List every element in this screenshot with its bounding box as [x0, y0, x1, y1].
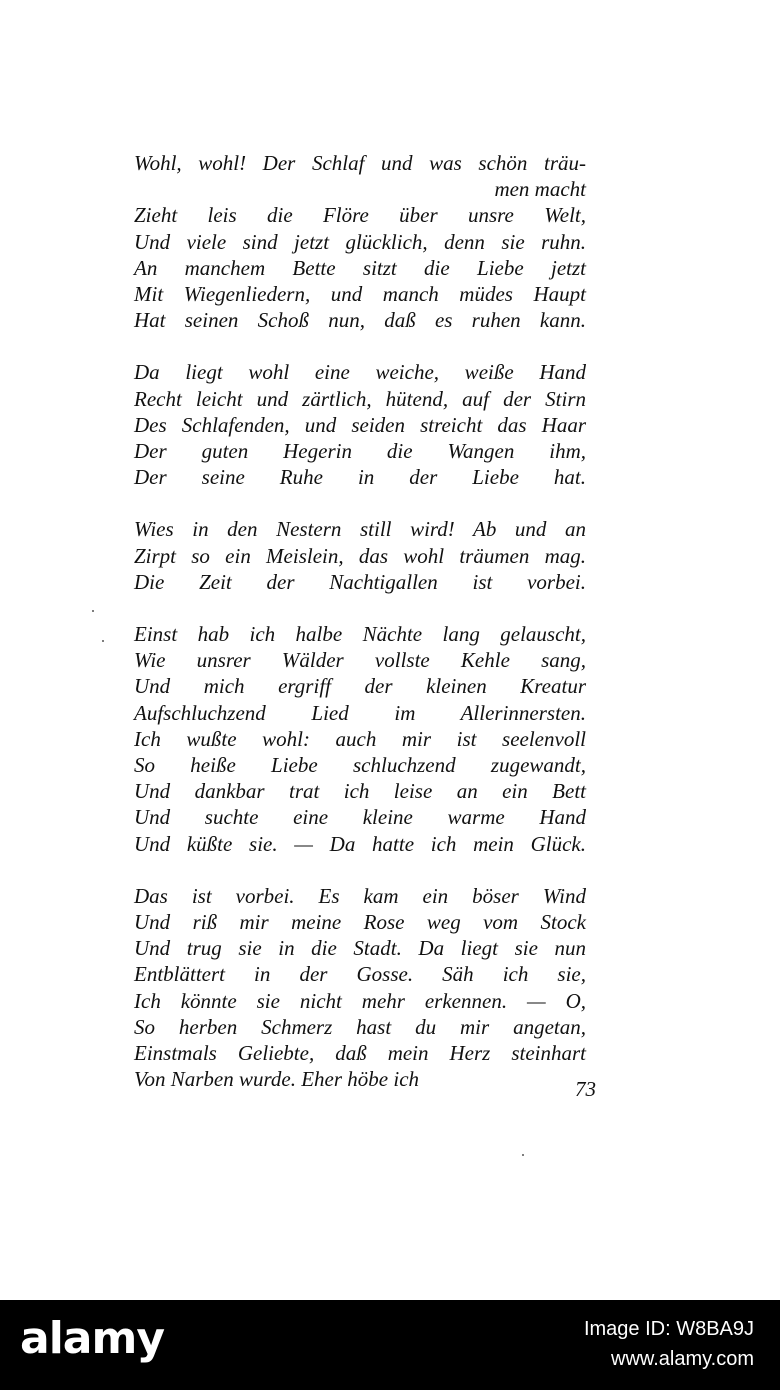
poem-line: Wohl, wohl! Der Schlaf und was schön träu-: [134, 151, 586, 175]
poem-line: Aufschluchzend Lied im Allerinnersten.: [134, 700, 586, 725]
poem-line: Von Narben wurde. Eher höbe ich: [134, 1067, 420, 1092]
stanza-5: [134, 883, 594, 1093]
poem-line: Mit Wiegenliedern, und manch müdes Haupt: [134, 282, 586, 307]
poem-line: Recht leicht und zärtlich, hütend, auf der Stirn: [134, 386, 586, 411]
poem-line: So herben Schmerz hast du mir angetan,: [134, 1014, 586, 1039]
site-url: www.alamy.com: [611, 1348, 754, 1370]
poem-line: Ich könnte sie nicht mehr erkennen. — O,: [134, 988, 586, 1013]
poem-line: Und trug sie in die Stadt. Da liegt sie nun: [134, 936, 586, 961]
poem-line: Der guten Hegerin die Wangen ihm,: [134, 439, 586, 464]
poem-line: Und viele sind jetzt glücklich, denn sie ruhn.: [134, 229, 586, 254]
poem-line: Das ist vorbei. Es kam ein böser Wind: [134, 883, 586, 908]
poem-line: Einst hab ich halbe Nächte lang gelauscht,: [134, 622, 586, 647]
poem-line: Zirpt so ein Meislein, das wohl träumen mag.: [134, 543, 586, 568]
poem-line: So heiße Liebe schluchzend zugewandt,: [134, 753, 586, 778]
poem-line: men macht: [494, 177, 586, 202]
poem-line: Ich wußte wohl: auch mir ist seelenvoll: [134, 726, 586, 751]
stanza-4: [134, 621, 594, 857]
stanza-1: [134, 150, 594, 333]
scan-speck: [102, 640, 104, 642]
page-number: 73: [575, 1077, 596, 1101]
poem-line: Des Schlafenden, und seiden streicht das Haar: [134, 412, 586, 437]
poem-line: Wies in den Nestern still wird! Ab und an: [134, 517, 586, 542]
stanza-3: [134, 516, 594, 595]
scan-speck: [92, 610, 94, 612]
poem-line: Wie unsrer Wälder vollste Kehle sang,: [134, 648, 586, 673]
image-id-label: Image ID: W8BA9J: [583, 1318, 754, 1340]
poem-line: Und suchte eine kleine warme Hand: [134, 805, 586, 830]
poem-line: Entblättert in der Gosse. Säh ich sie,: [134, 962, 586, 987]
poem-line: Da liegt wohl eine weiche, weiße Hand: [134, 360, 586, 385]
poem-text: [134, 150, 594, 1119]
poem-line: Die Zeit der Nachtigallen ist vorbei.: [134, 569, 586, 594]
poem-line: Und mich ergriff der kleinen Kreatur: [134, 674, 586, 699]
poem-line: Hat seinen Schoß nun, daß es ruhen kann.: [134, 308, 586, 333]
poem-line: Einstmals Geliebte, daß mein Herz steinhart: [134, 1041, 586, 1066]
poem-line: Und riß mir meine Rose weg vom Stock: [134, 910, 586, 935]
poem-line: Und dankbar trat ich leise an ein Bett: [134, 779, 586, 804]
poem-line: Und küßte sie. — Da hatte ich mein Glück.: [134, 831, 586, 856]
poem-line: Der seine Ruhe in der Liebe hat.: [134, 465, 586, 490]
poem-line: An manchem Bette sitzt die Liebe jetzt: [134, 255, 586, 280]
stanza-2: [134, 359, 594, 490]
poem-line: Zieht leis die Flöre über unsre Welt,: [134, 203, 586, 228]
alamy-logo: alamy: [20, 1313, 164, 1364]
watermark-footer: [0, 1300, 780, 1390]
scan-speck: [522, 1154, 524, 1156]
